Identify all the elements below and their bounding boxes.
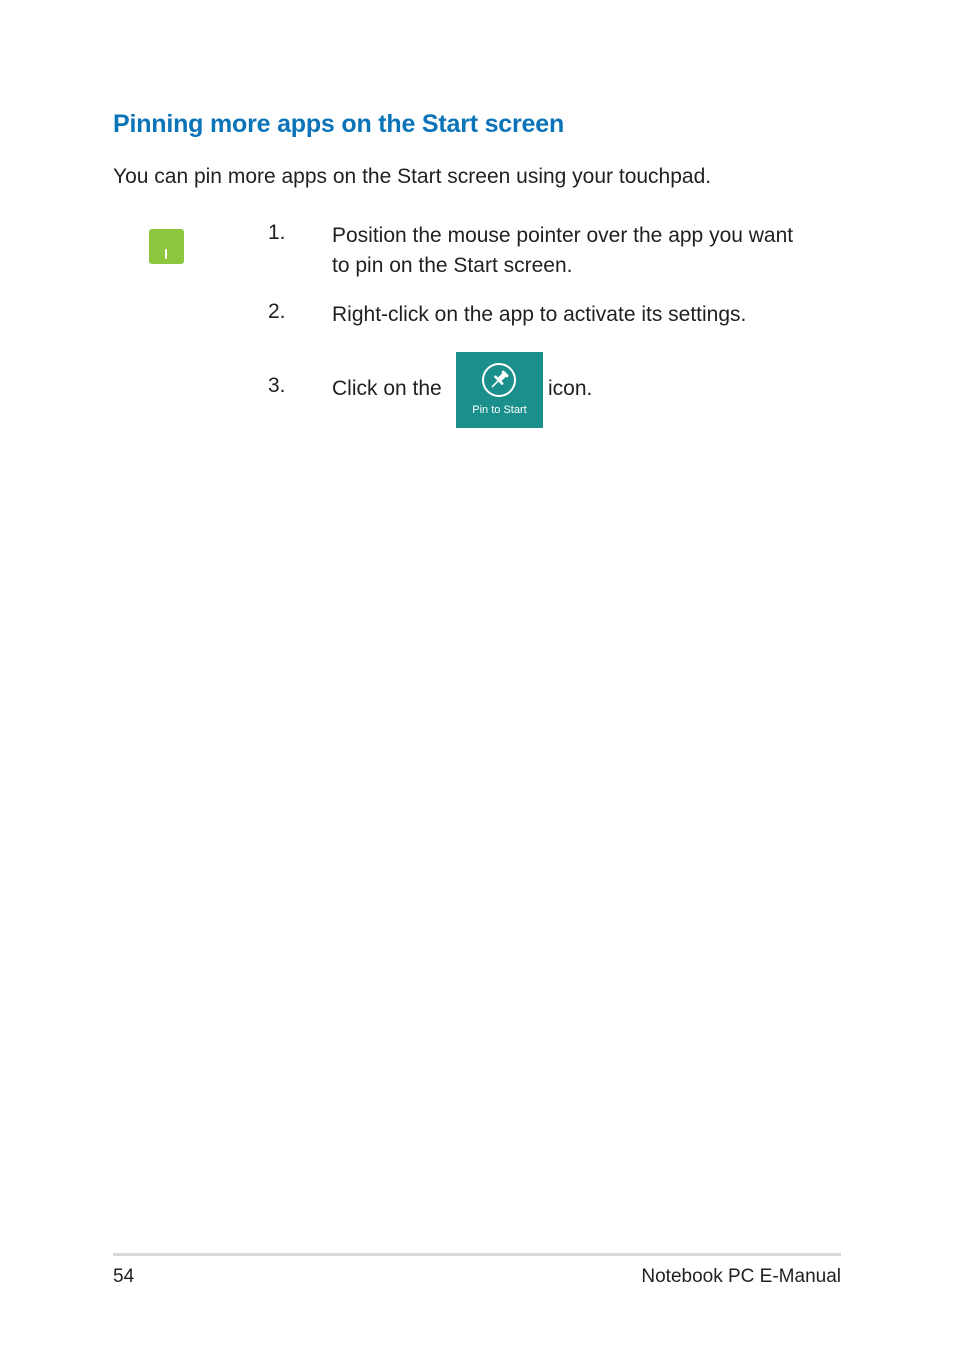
step-3-number: 3. bbox=[268, 374, 286, 397]
section-heading: Pinning more apps on the Start screen bbox=[113, 110, 565, 138]
step-2-text: Right-click on the app to activate its settings. bbox=[332, 303, 747, 326]
pin-to-start-label: Pin to Start bbox=[472, 404, 527, 416]
manual-title: Notebook PC E-Manual bbox=[641, 1266, 841, 1287]
step-1-number: 1. bbox=[268, 221, 286, 244]
step-3-text-before: Click on the bbox=[332, 377, 442, 400]
finger-mark bbox=[165, 249, 167, 259]
page-number: 54 bbox=[113, 1266, 135, 1287]
footer-divider bbox=[113, 1253, 841, 1256]
step-3-text-after: icon. bbox=[548, 377, 593, 400]
step-2-number: 2. bbox=[268, 300, 286, 323]
intro-paragraph: You can pin more apps on the Start screen using your touchpad. bbox=[113, 165, 712, 188]
step-1-text: Position the mouse pointer over the app you want to pin on the Start screen. bbox=[332, 224, 794, 277]
pin-to-start-button[interactable] bbox=[456, 352, 543, 428]
pin-icon bbox=[480, 361, 518, 399]
touchpad-icon bbox=[149, 229, 184, 264]
